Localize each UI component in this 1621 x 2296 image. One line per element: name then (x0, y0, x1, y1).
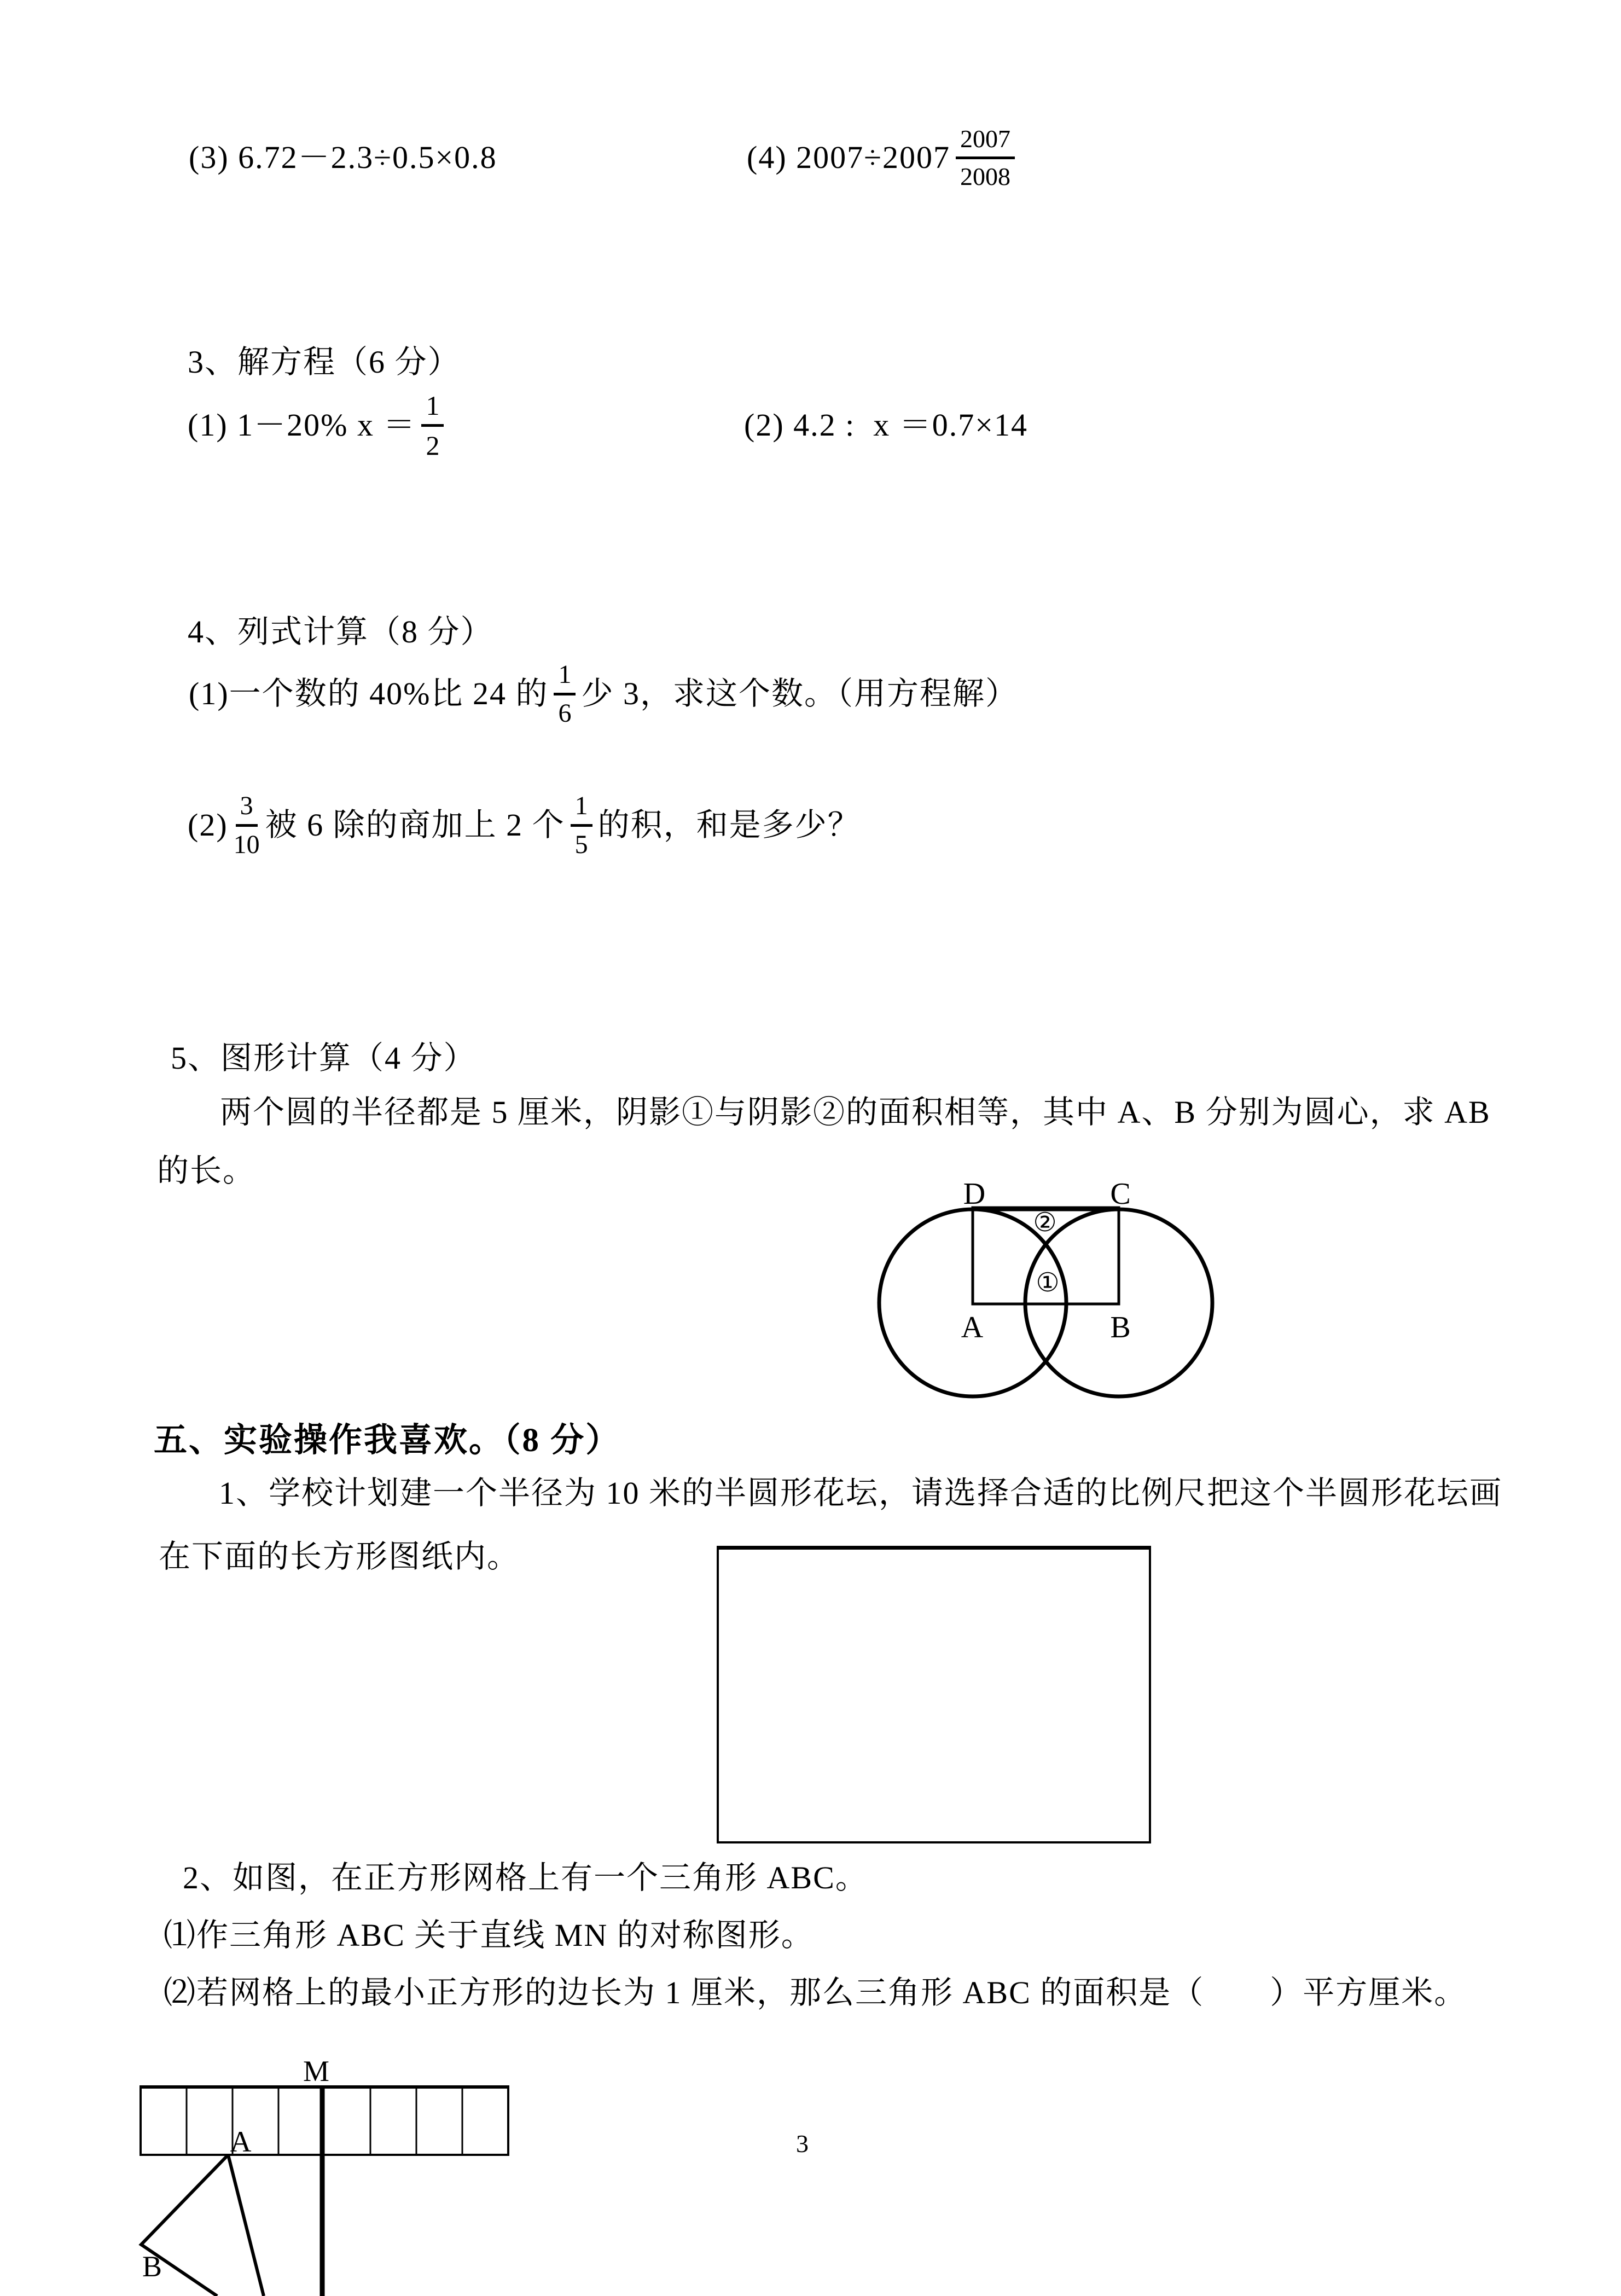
shaded-region-1-label: ① (1036, 1268, 1060, 1297)
equation-item-2: (2) 4.2 : x ＝0.7×14 (744, 407, 1028, 443)
section-5-problem-text: 两个圆的半径都是 5 厘米，阴影①与阴影②的面积相等，其中 A、B 分别为圆心，求 AB (220, 1094, 1491, 1130)
center-label-A: A (961, 1311, 984, 1344)
point-label-B: B (142, 2250, 162, 2283)
triangle-ABC-edge-AC (228, 2155, 264, 2296)
wu-item-2-line-3: ⑵若网格上的最小正方形的边长为 1 厘米，那么三角形 ABC 的面积是（ ）平方厘米。 (164, 1975, 1467, 2010)
square-grid-diagram (109, 2046, 547, 2296)
section-wu-heading: 五、实验操作我喜欢。（8 分） (154, 1422, 621, 1459)
wu-item-1-line-2: 在下面的长方形图纸内。 (159, 1539, 520, 1574)
wu-item-2-line-2: ⑴作三角形 ABC 关于直线 MN 的对称图形。 (164, 1917, 814, 1953)
vertex-label-C: C (1110, 1177, 1131, 1211)
section-5-heading: 5、图形计算（4 分） (171, 1040, 477, 1076)
calc-problem-4 (747, 124, 1020, 190)
fraction-2007-2008: $\frac{2007}{2008}$ (956, 126, 1015, 189)
page-number: 3 (796, 2130, 809, 2158)
wu-item-2-line-1: 2、如图，在正方形网格上有一个三角形 ABC。 (183, 1860, 868, 1895)
fraction-1-6: $\frac{1}{6}$ (554, 662, 576, 727)
point-label-M: M (303, 2055, 330, 2088)
fraction-1-2: $\frac{1}{2}$ (421, 392, 444, 459)
section-3-heading: 3、解方程（6 分） (188, 344, 461, 380)
wu-item-1-line-1: 1、学校计划建一个半径为 10 米的半圆形花坛，请选择合适的比例尺把这个半圆形花坛画 (219, 1475, 1503, 1511)
two-circles-diagram (843, 1171, 1247, 1412)
point-label-A: A (230, 2125, 252, 2158)
calc-problem-3-text: (3) 6.72－2.3÷0.5×0.8 (189, 140, 497, 175)
drawing-paper-rectangle (717, 1546, 1151, 1843)
vertex-label-D: D (963, 1177, 986, 1211)
fraction-1-5: $\frac{1}{5}$ (571, 793, 592, 858)
expression-item-2: (2) $\frac{3}{10}$ 被 6 除的商加上 2 个 $\frac{1}{5}$ 的积，和是多少？ (188, 791, 861, 859)
section-4-heading: 4、列式计算（8 分） (188, 614, 493, 650)
shaded-region-2-label: ② (1033, 1208, 1057, 1237)
section-5-problem-text-2: 的长。 (157, 1153, 256, 1188)
equation-item-1: (1) 1－20% x ＝ $\frac{1}{2}$ (188, 403, 449, 447)
expression-item-1: (1)一个数的 40%比 24 的 $\frac{1}{6}$ 少 3，求这个数。（用方程解） (189, 659, 1018, 728)
center-label-B: B (1110, 1311, 1131, 1344)
calc-problem-4-text: (4) 2007÷2007 (747, 140, 950, 175)
fraction-3-10: $\frac{3}{10}$ (233, 791, 260, 859)
calc-problem-3 (189, 136, 497, 179)
